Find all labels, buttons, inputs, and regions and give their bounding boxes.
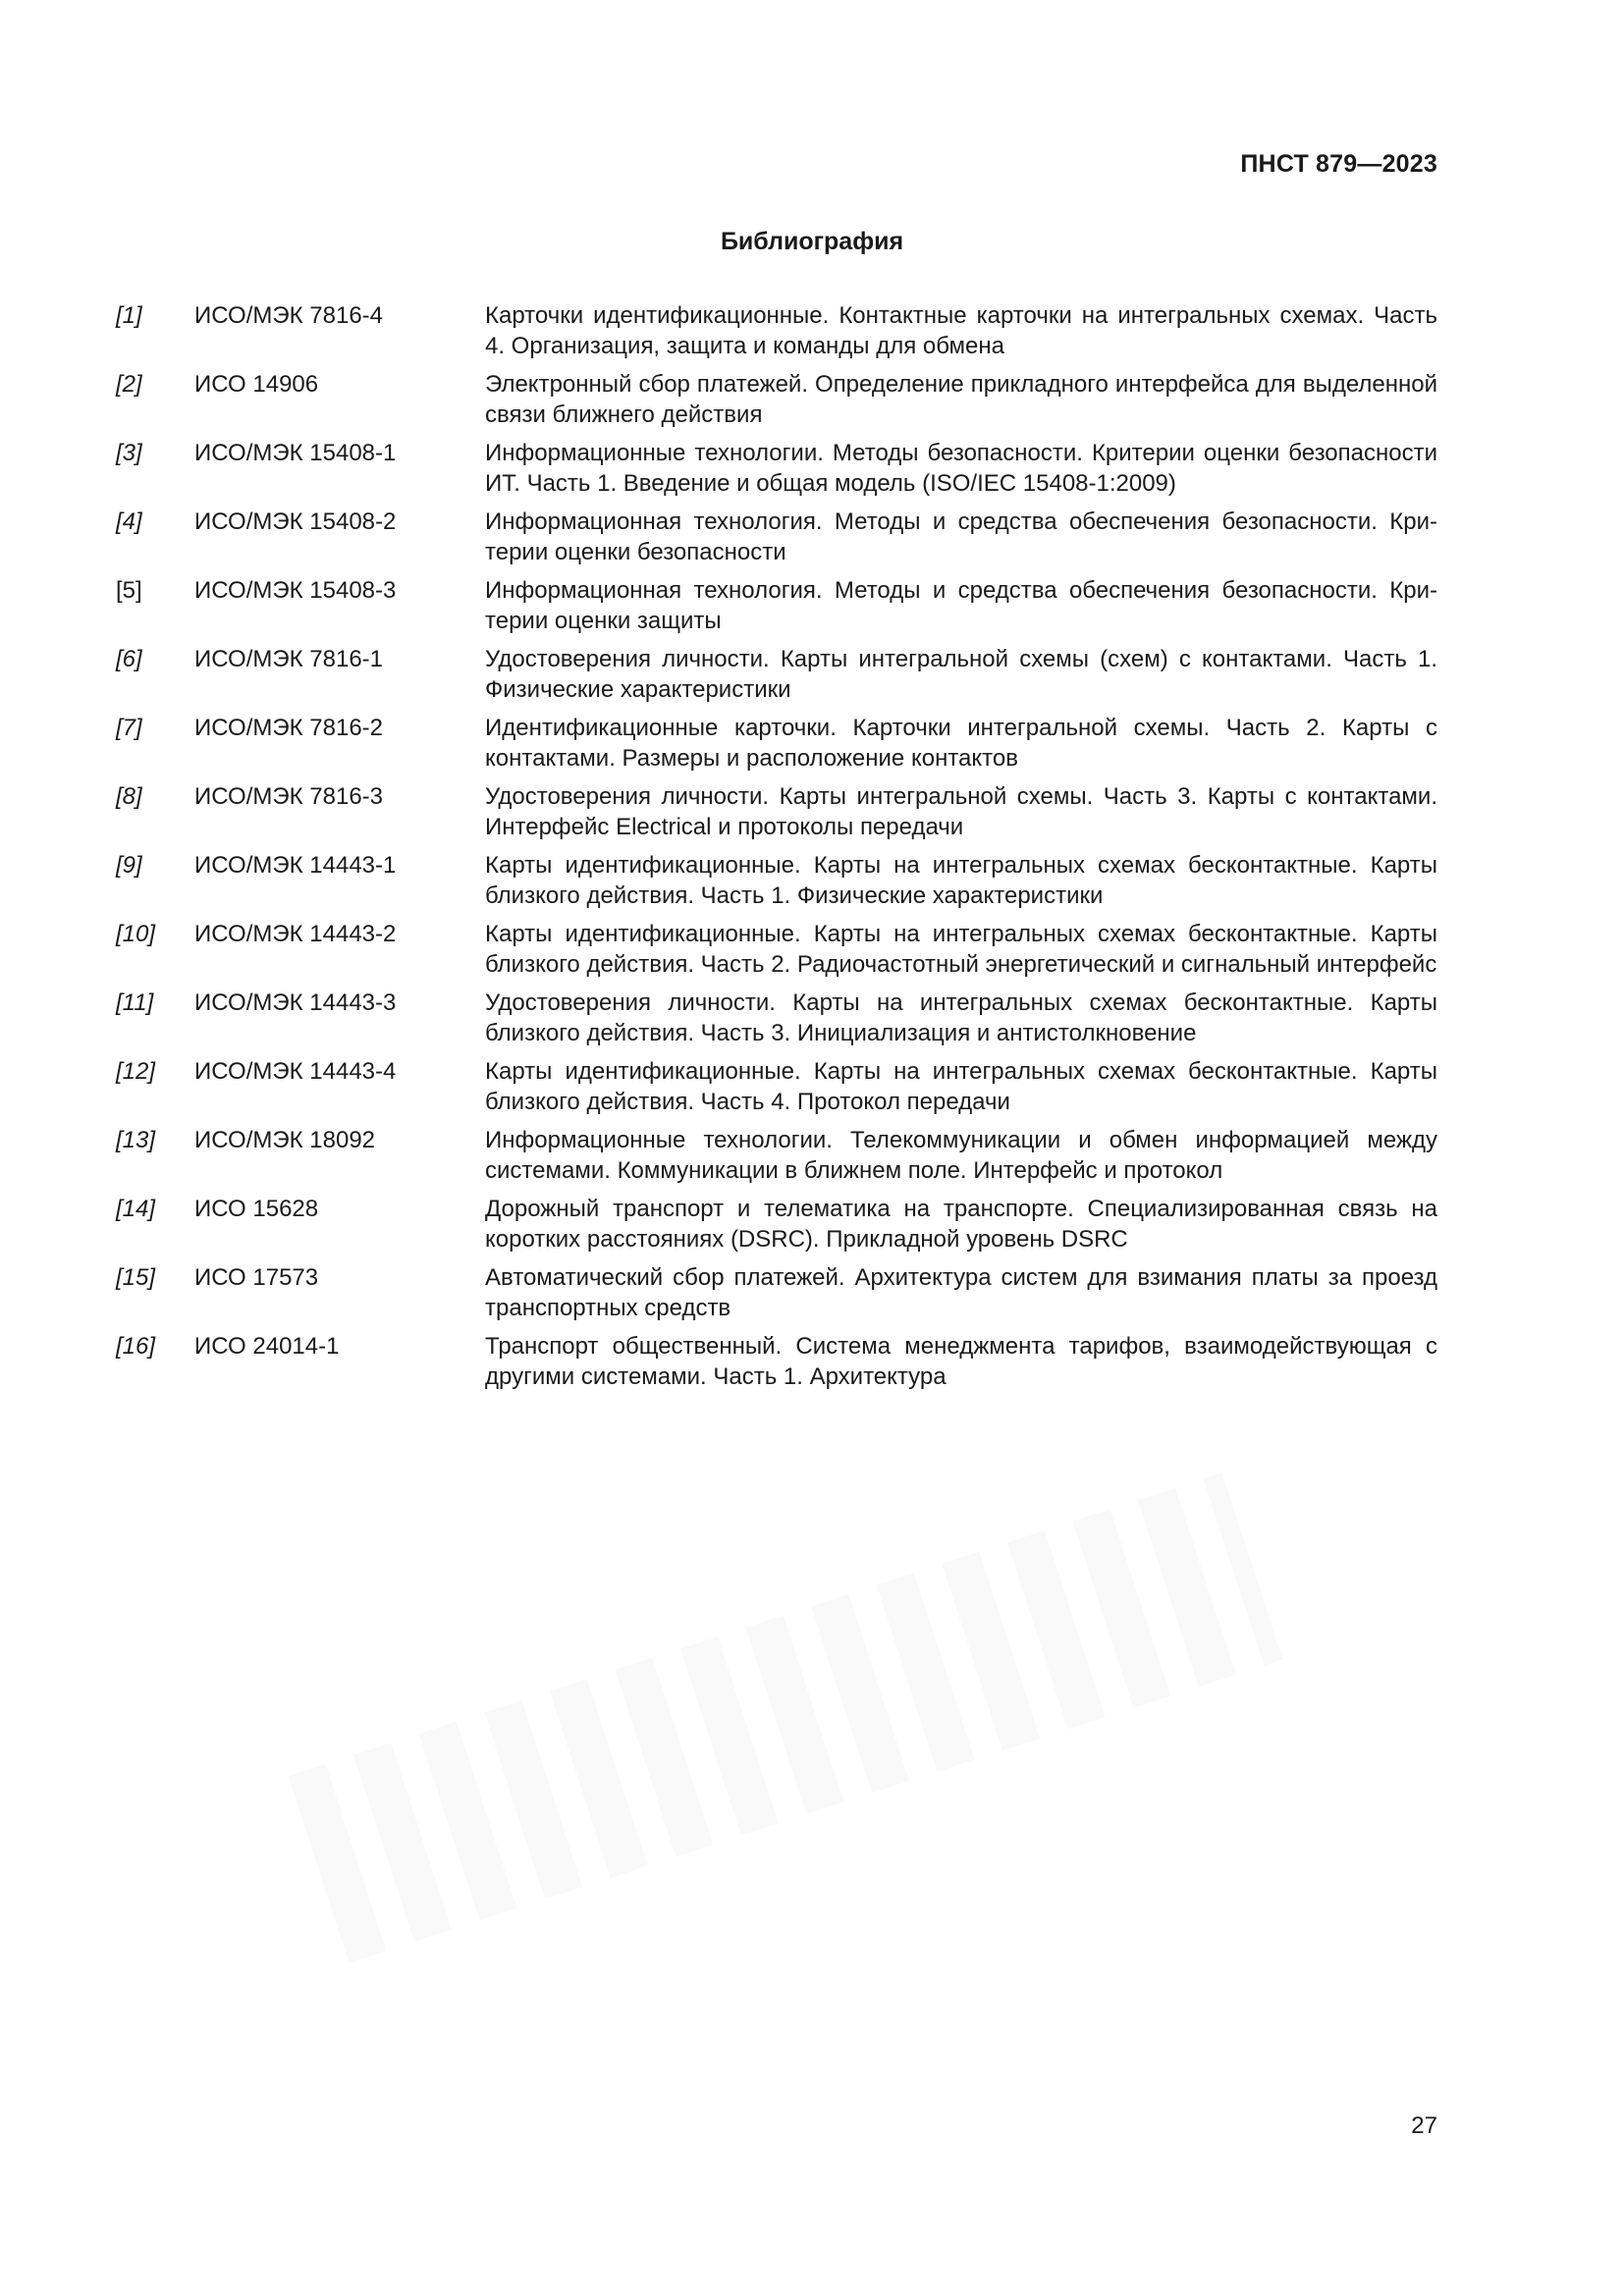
standard-title: Удостоверения личности. Карты интегральной схемы. Часть 3. Карты с контактами. Интерфейс Electrical и протоколы передачи [485,783,1437,840]
entry-number: [11] [116,989,154,1016]
standard-code: ИСО/МЭК 7816-2 [194,715,384,741]
bibliography-entry [116,1125,1437,1186]
standard-title: Дорожный транспорт и телематика на транспорте. Специализированная связь на коротких расстояниях (DSRC). Прикладной уровень DSRC [485,1196,1437,1253]
standard-code: ИСО/МЭК 15408-3 [194,577,397,604]
standard-code: ИСО 15628 [194,1196,319,1222]
standard-code: ИСО/МЭК 14443-3 [194,989,397,1016]
document-code: ПНСТ 879—2023 [1240,150,1437,178]
entry-number: [13] [116,1127,156,1153]
standard-title: Автоматический сбор платежей. Архитектура систем для взимания платы за проезд транспортных средств [485,1264,1437,1321]
standard-code: ИСО/МЭК 7816-1 [194,646,384,672]
bibliography-entry [116,644,1437,705]
page-number: 27 [1411,2112,1437,2139]
entry-number: [1] [116,302,142,329]
standard-title: Карты идентификационные. Карты на интегральных схемах бесконтактные. Карты близкого действия. Часть 1. Физические характеристики [485,852,1437,909]
standard-code: ИСО/МЭК 18092 [194,1127,376,1153]
bibliography-entry [116,713,1437,774]
bibliography-entry [116,1194,1437,1255]
standard-title: Информационная технология. Методы и средства обеспечения безопасности. Критерии оценки безопасности [485,508,1437,565]
bibliography-entry [116,1331,1437,1392]
standard-title: Информационные технологии. Методы безопасности. Критерии оценки безопасности ИТ. Часть 1. Введение и общая модель (ISO/IEC 15408-1:2009) [485,440,1437,497]
entry-number: [15] [116,1264,156,1291]
standard-title: Электронный сбор платежей. Определение прикладного интерфейса для выделенной связи ближнего действия [485,371,1437,428]
entry-number: [3] [116,440,142,466]
standard-code: ИСО/МЭК 14443-4 [194,1058,397,1085]
standard-title: Карты идентификационные. Карты на интегральных схемах бесконтактные. Карты близкого действия. Часть 4. Протокол передачи [485,1058,1437,1115]
standard-code: ИСО/МЭК 7816-4 [194,302,384,329]
entry-number: [10] [116,921,156,947]
bibliography-entry [116,575,1437,636]
entry-number: [6] [116,646,142,672]
standard-code: ИСО/МЭК 14443-2 [194,921,397,947]
standard-title: Удостоверения личности. Карты интегральной схемы (схем) с контактами. Часть 1. Физические характеристики [485,646,1437,703]
bibliography-entry [116,1262,1437,1323]
entry-number: [2] [116,371,142,398]
bibliography-entry [116,919,1437,980]
bibliography-entry [116,369,1437,430]
bibliography-entry [116,1056,1437,1117]
bibliography-entry [116,988,1437,1048]
bibliography-entry [116,850,1437,911]
entry-number: [16] [116,1333,156,1360]
bibliography-entry [116,781,1437,842]
standard-title: Удостоверения личности. Карты на интегральных схемах бесконтактные. Карты близкого действия. Часть 3. Инициализация и антистолкновение [485,989,1437,1046]
section-title: Библиография [720,228,904,255]
standard-code: ИСО 14906 [194,371,319,398]
entry-number: [9] [116,852,142,879]
standard-code: ИСО 24014-1 [194,1333,340,1360]
entry-number: [14] [116,1196,156,1222]
standard-code: ИСО/МЭК 15408-2 [194,508,397,535]
standard-title: Информационные технологии. Телекоммуникации и обмен информацией между системами. Коммуникации в ближнем поле. Интерфейс и протокол [485,1127,1437,1184]
entry-number: [12] [116,1058,156,1085]
bibliography-entry [116,300,1437,361]
watermark [289,1472,1283,1962]
bibliography-entry [116,438,1437,499]
standard-title: Транспорт общественный. Система менеджмента тарифов, взаимодействующая с другими системами. Часть 1. Архитектура [485,1333,1437,1390]
standard-code: ИСО/МЭК 7816-3 [194,783,384,810]
standard-title: Карты идентификационные. Карты на интегральных схемах бесконтактные. Карты близкого действия. Часть 2. Радиочастотный энергетический и сигнальный интерфейс [485,921,1437,978]
entry-number: [5] [116,577,142,604]
entry-number: [8] [116,783,142,810]
standard-title: Идентификационные карточки. Карточки интегральной схемы. Часть 2. Карты с контактами. Размеры и расположение контактов [485,715,1437,772]
bibliography-list [116,300,1437,1400]
standard-code: ИСО/МЭК 14443-1 [194,852,397,879]
standard-code: ИСО 17573 [194,1264,319,1291]
standard-title: Карточки идентификационные. Контактные карточки на интегральных схемах. Часть 4. Организация, защита и команды для обмена [485,302,1437,359]
bibliography-entry [116,507,1437,567]
entry-number: [7] [116,715,142,741]
standard-title: Информационная технология. Методы и средства обеспечения безопасности. Критерии оценки защиты [485,577,1437,634]
entry-number: [4] [116,508,142,535]
standard-code: ИСО/МЭК 15408-1 [194,440,397,466]
